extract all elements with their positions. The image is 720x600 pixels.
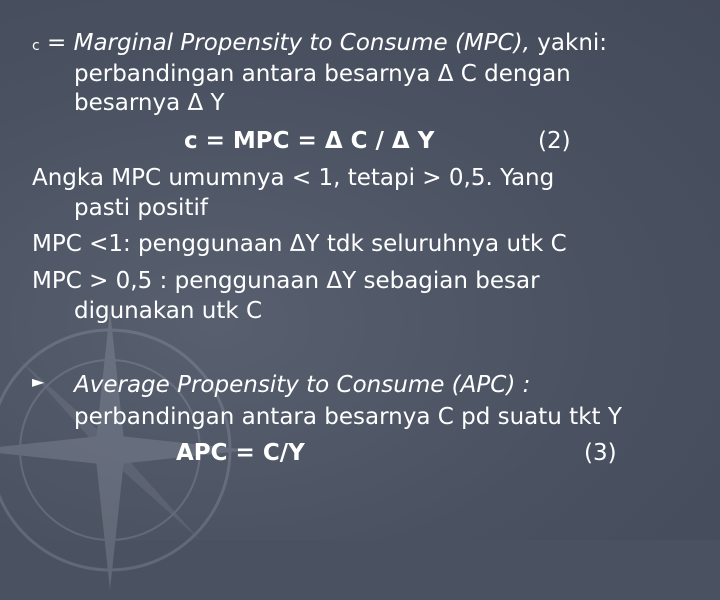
apc-term: Average Propensity to Consume (APC) :	[74, 372, 531, 398]
mpc-less-than-one-line: MPC <1: penggunaan ΔY tdk seluruhnya utk C	[32, 231, 567, 257]
mpc-greater-half-line-2: digunakan utk C	[74, 298, 263, 324]
mpc-term: Marginal Propensity to Consume (MPC),	[73, 30, 530, 56]
mpc-greater-half-line-1: MPC > 0,5 : penggunaan ΔY sebagian besar	[32, 268, 540, 294]
mpc-formula: c = MPC = Δ C / Δ Y	[184, 128, 435, 154]
triangle-bullet-icon: ►	[32, 372, 45, 391]
apc-formula-number: (3)	[584, 440, 617, 466]
mpc-symbol: c	[32, 38, 40, 54]
angka-mpc-line-1: Angka MPC umumnya < 1, tetapi > 0,5. Yang	[32, 165, 555, 191]
apc-formula: APC = C/Y	[176, 440, 305, 466]
apc-definition-line-2: perbandingan antara besarnya C pd suatu tkt Y	[74, 404, 622, 430]
mpc-formula-number: (2)	[538, 128, 571, 154]
mpc-tail: yakni:	[537, 30, 608, 56]
mpc-definition-line	[32, 28, 607, 61]
mpc-definition-line-3: besarnya Δ Y	[74, 90, 225, 116]
angka-mpc-line-2: pasti positif	[74, 195, 208, 221]
mpc-equals: =	[47, 30, 67, 56]
mpc-definition-line-2: perbandingan antara besarnya Δ C dengan	[74, 61, 571, 87]
